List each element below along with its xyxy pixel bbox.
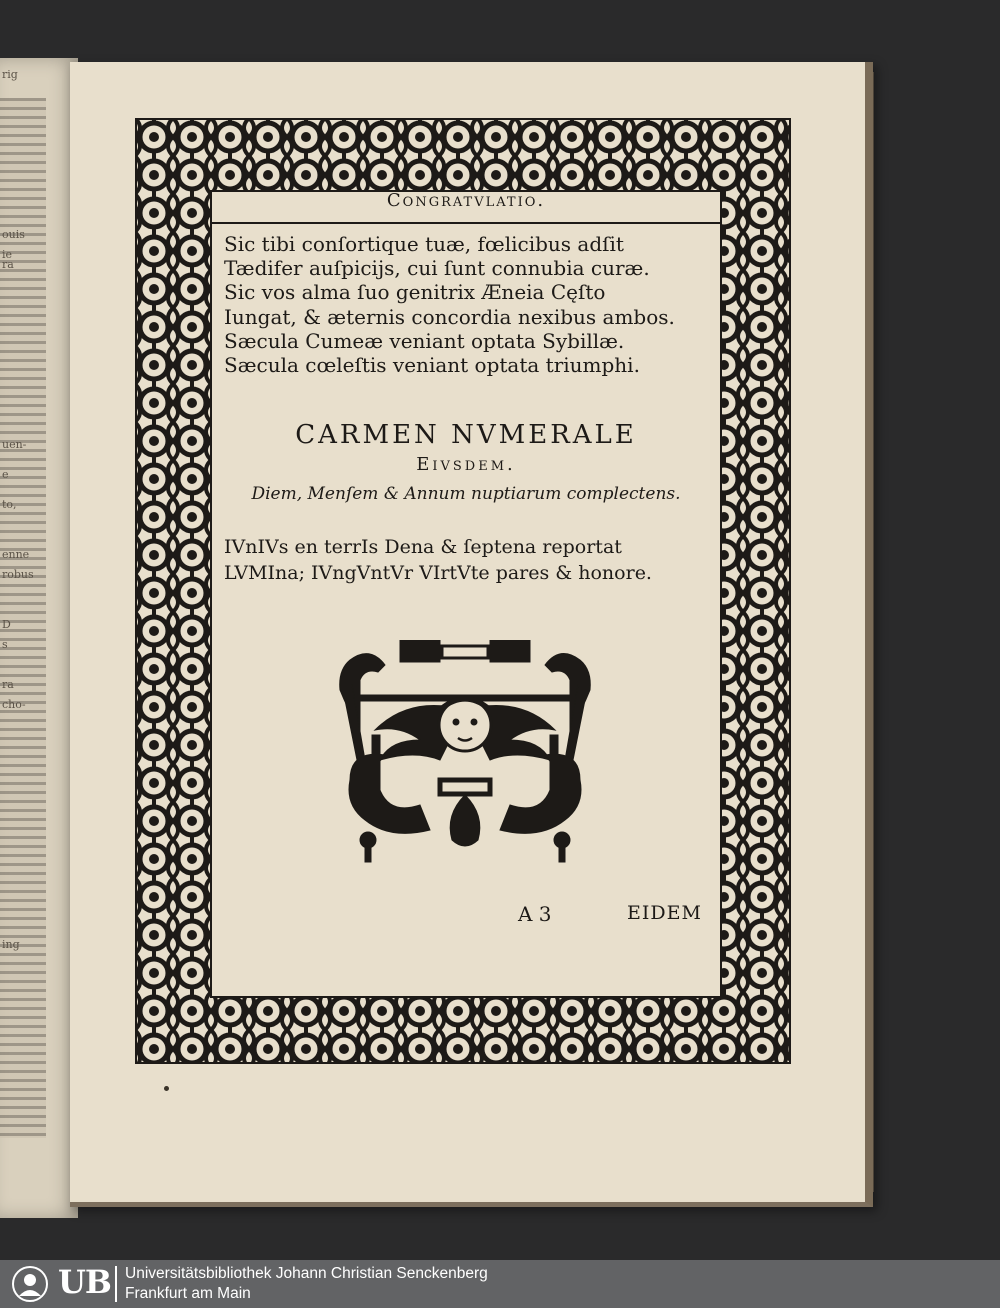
left-page-edge bbox=[0, 58, 78, 1218]
ub-logo-text: UB bbox=[58, 1263, 111, 1301]
left-page-fragment: D bbox=[2, 618, 11, 631]
ink-speck bbox=[164, 1086, 169, 1091]
library-footer bbox=[0, 1260, 1000, 1308]
carmen-description: Diem, Menſem & Annum nuptiarum complectens. bbox=[251, 484, 681, 504]
running-head: Congratvlatio. bbox=[386, 190, 546, 211]
left-page-fragment: robus bbox=[2, 568, 34, 581]
signature-mark: A 3 bbox=[518, 902, 552, 926]
left-page-fragment: ouis bbox=[2, 228, 25, 241]
verse-line: Sic tibi conſortique tuæ, fœlicibus adſit bbox=[224, 232, 624, 256]
verse-line: Sæcula Cumeæ veniant optata Sybillæ. bbox=[224, 328, 625, 353]
verse-line: Tædifer auſpicijs, cui ſunt connubia curæ. bbox=[224, 256, 650, 281]
header-rule bbox=[212, 222, 720, 224]
chronogram-line: LVMIna; IVngVntVr VIrtVte pares & honore. bbox=[224, 562, 652, 584]
catchword: EIDEM bbox=[627, 902, 702, 924]
left-page-fragment: s bbox=[2, 638, 8, 651]
left-page-fragment: ra bbox=[2, 258, 14, 271]
cherub-vignette-illustration bbox=[330, 640, 600, 870]
left-page-fragment: ra bbox=[2, 678, 14, 691]
verse-block bbox=[224, 232, 694, 377]
institution-line: Frankfurt am Main bbox=[125, 1285, 251, 1302]
carmen-title: CARMEN NVMERALE bbox=[295, 420, 637, 450]
left-page-fragment: cho- bbox=[2, 698, 26, 711]
institution-name bbox=[125, 1264, 488, 1304]
university-seal-icon bbox=[4, 1264, 56, 1304]
institution-line: Universitätsbibliothek Johann Christian Senckenberg bbox=[125, 1265, 488, 1282]
chronogram-line: IVnIVs en terrIs Dena & ſeptena reportat bbox=[224, 536, 622, 558]
logo-divider bbox=[115, 1266, 117, 1302]
verse-line: Iungat, & æternis concordia nexibus ambos. bbox=[224, 304, 675, 329]
left-page-fragment: ing bbox=[2, 938, 20, 951]
carmen-subtitle: Eivsdem. bbox=[416, 454, 516, 475]
left-page-fragment: ie bbox=[2, 248, 13, 261]
verse-line: Sic vos alma ſuo genitrix Æneia Cęſto bbox=[224, 280, 606, 305]
left-page-fragment: rig bbox=[2, 68, 18, 81]
left-page-fragments bbox=[2, 58, 72, 1218]
chronogram-block bbox=[224, 534, 704, 586]
verse-line: Sæcula cœleſtis veniant optata triumphi. bbox=[224, 353, 640, 378]
left-page-fragment: uen- bbox=[2, 438, 27, 451]
left-page-fragment: to, bbox=[2, 498, 17, 511]
left-page-fragment: e bbox=[2, 468, 9, 481]
left-page-fragment: enne bbox=[2, 548, 30, 561]
